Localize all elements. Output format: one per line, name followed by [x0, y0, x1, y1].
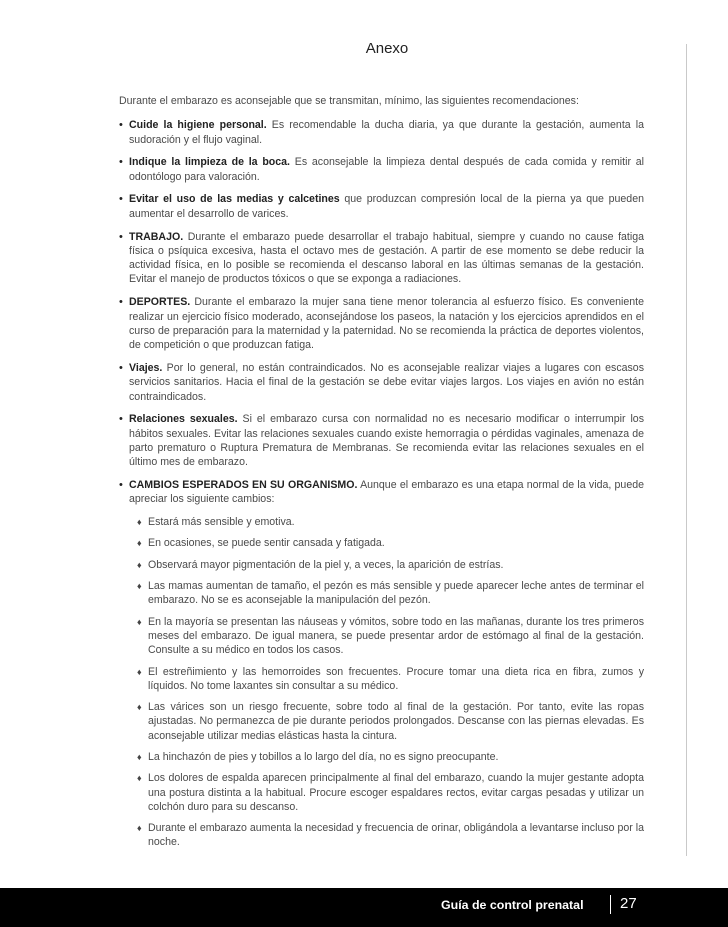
diamond-bullet: ♦	[137, 581, 142, 592]
intro-paragraph: Durante el embarazo es aconsejable que se transmitan, mínimo, las siguientes recomendaciones:	[119, 95, 579, 107]
recommendation-text: Si el embarazo cursa con normalidad no es necesario modificar o interrumpir los hábitos sexuales. Evitar las relaciones sexuales cuando existe hemorragia o pérdidas vaginales, amenaza de parto prematuro o Ruptura Prematura de Membranas. Se recomienda evitar las relaciones sexuales en el último mes de embarazo.	[129, 413, 644, 469]
bullet-marker: •	[119, 156, 123, 169]
bullet-marker: •	[119, 361, 123, 374]
document-body	[119, 94, 644, 857]
change-item	[119, 558, 644, 572]
recommendation-text: Durante el embarazo la mujer sana tiene menor tolerancia al esfuerzo físico. Es conveniente realizar un ejercicio físico moderado, aconsejándose los paseos, la natación y los ejercicios aprendidos en el curso de preparación para la maternidad y la paternidad. No se recomienda la práctica de deportes violentos, de competición o que produzcan fatiga.	[129, 296, 644, 352]
bullet-marker: •	[119, 230, 123, 243]
footer-separator	[610, 895, 611, 914]
diamond-bullet: ♦	[137, 773, 142, 784]
recommendation-text: Aunque el embarazo es una etapa normal de la vida, puede apreciar los siguiente cambios:	[129, 479, 644, 506]
change-text: Observará mayor pigmentación de la piel y, a veces, la aparición de estrías.	[148, 558, 504, 571]
recommendation-hygiene	[119, 118, 644, 147]
bullet-marker: •	[119, 479, 123, 492]
recommendation-heading: CAMBIOS ESPERADOS EN SU ORGANISMO.	[129, 479, 358, 492]
change-text: El estreñimiento y las hemorroides son frecuentes. Procure tomar una dieta rica en fibra, zumos y líquidos. No tome laxantes sin consultar a su médico.	[148, 665, 644, 692]
change-item	[119, 536, 644, 550]
change-text: Las várices son un riesgo frecuente, sobre todo al final de la gestación. Por tanto, evite las ropas ajustadas. No permanezca de pie durante periodos prolongados. Descanse con las piernas elevadas. Es aconsejable utilizar medias elásticas hasta la cintura.	[148, 701, 644, 742]
diamond-bullet: ♦	[137, 538, 142, 549]
diamond-bullet: ♦	[137, 517, 142, 528]
recommendation-text: que produzcan compresión local de la pierna ya que pueden aumentar el desarrollo de varices.	[129, 193, 644, 220]
recommendation-text: Es recomendable la ducha diaria, ya que durante la gestación, aumenta la sudoración y el flujo vaginal.	[129, 119, 644, 146]
change-item	[119, 579, 644, 608]
change-text: En ocasiones, se puede sentir cansada y fatigada.	[148, 537, 385, 550]
change-text: Durante el embarazo aumenta la necesidad y frecuencia de orinar, obligándola a levantarse incluso por la noche.	[148, 822, 644, 849]
recommendation-sports	[119, 295, 644, 352]
recommendation-heading: Relaciones sexuales.	[129, 413, 238, 426]
recommendation-text: Durante el embarazo puede desarrollar el trabajo habitual, siempre y cuando no cause fatiga física o psíquica excesiva, hasta el octavo mes de gestación. A partir de ese momento se debe reducir la actividad física, en lo posible se recomienda el descanso laboral en las últimas semanas de la gestación. Evitar el manejo de productos tóxicos o que se exponga a radiaciones.	[129, 230, 644, 286]
diamond-bullet: ♦	[137, 616, 142, 627]
page-title: Anexo	[365, 40, 409, 57]
bullet-marker: •	[119, 193, 123, 206]
bullet-marker: •	[119, 119, 123, 132]
diamond-bullet: ♦	[137, 702, 142, 713]
change-item	[119, 771, 644, 814]
guide-title: Guía de control prenatal	[441, 898, 584, 912]
recommendation-work	[119, 230, 644, 287]
change-item	[119, 821, 644, 850]
bullet-marker: •	[119, 413, 123, 426]
change-item	[119, 700, 644, 743]
change-item	[119, 665, 644, 694]
recommendation-heading: DEPORTES.	[129, 296, 191, 309]
diamond-bullet: ♦	[137, 823, 142, 834]
change-text: Las mamas aumentan de tamaño, el pezón es más sensible y puede aparecer leche antes de terminar el embarazo. No se es aconsejable la manipulación del pezón.	[148, 580, 644, 607]
recommendation-heading: Viajes.	[129, 361, 163, 374]
diamond-bullet: ♦	[137, 666, 142, 677]
recommendation-heading: TRABAJO.	[129, 230, 184, 243]
change-text: La hinchazón de pies y tobillos a lo largo del día, no es signo preocupante.	[148, 750, 499, 763]
change-text: Estará más sensible y emotiva.	[148, 516, 295, 529]
recommendation-heading: Evitar el uso de las medias y calcetines	[129, 193, 340, 206]
recommendation-heading: Indique la limpieza de la boca.	[129, 156, 290, 169]
change-item	[119, 515, 644, 529]
recommendation-text: Es aconsejable la limpieza dental después de cada comida y remitir al odontólogo para valoración.	[129, 156, 644, 183]
margin-rule	[686, 44, 687, 856]
recommendation-body-changes	[119, 478, 644, 507]
page-number: 27	[620, 895, 637, 912]
recommendation-travel	[119, 361, 644, 404]
recommendation-oral	[119, 155, 644, 184]
diamond-bullet: ♦	[137, 751, 142, 762]
page-footer	[0, 888, 728, 927]
change-item	[119, 750, 644, 764]
recommendation-heading: Cuide la higiene personal.	[129, 119, 267, 132]
change-text: Los dolores de espalda aparecen principalmente al final del embarazo, cuando la mujer gestante adopta una postura distinta a la habitual. Procure escoger espaldares rectos, evitar cargas pesadas y utilizar un colchón duro para su descanso.	[148, 772, 644, 813]
change-item	[119, 615, 644, 658]
bullet-marker: •	[119, 296, 123, 309]
recommendation-sexual-relations	[119, 412, 644, 469]
change-text: En la mayoría se presentan las náuseas y vómitos, sobre todo en las mañanas, durante los tres primeros meses del embarazo. De igual manera, se puede presentar ardor de estómago al final de la gestación. Consulte a su médico en todos los casos.	[148, 615, 644, 657]
diamond-bullet: ♦	[137, 559, 142, 570]
recommendation-stockings	[119, 192, 644, 221]
recommendation-text: Por lo general, no están contraindicados. No es aconsejable realizar viajes a lugares con escasos servicios sanitarios. Hacia el final de la gestación se debe evitar viajes largos. Los viajes en avión no están contraindicados.	[129, 361, 644, 403]
